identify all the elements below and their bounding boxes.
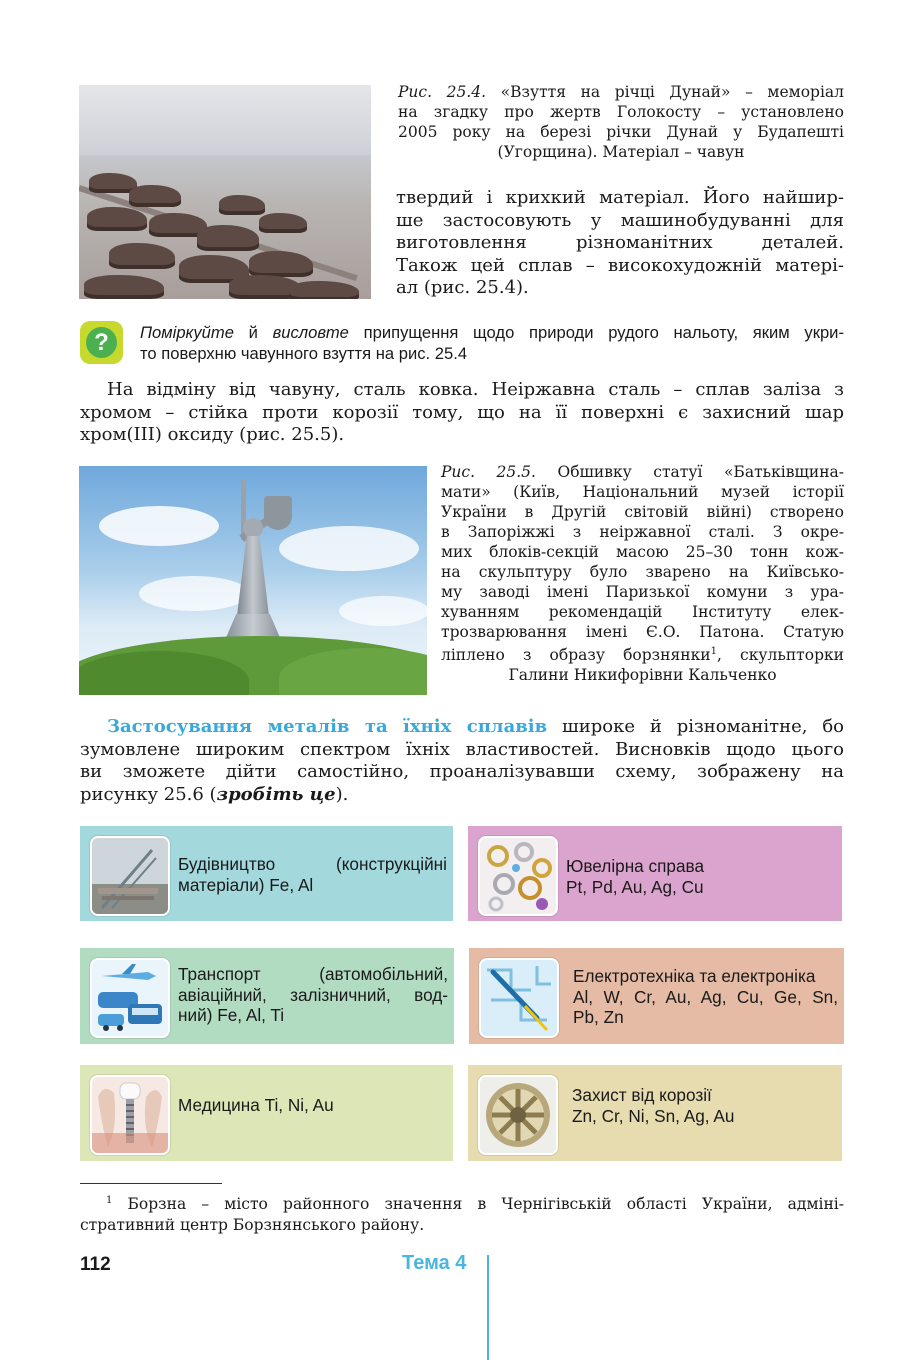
caption-line: (Угорщина). Матеріал – чавун — [497, 143, 745, 161]
tile-text: авіаційний, залізничний, вод- — [178, 984, 448, 1005]
crane-icon — [90, 836, 170, 916]
text-line: На відміну від чавуну, сталь ковка. Неіржавна сталь – сплав заліза з — [107, 379, 844, 400]
tile-text: ний) Fe, Al, Ti — [178, 1005, 285, 1025]
scheme-tile-electro — [469, 948, 844, 1044]
paragraph-applications — [80, 716, 844, 806]
caption-line: мати» (Київ, Національний музей історії — [441, 483, 844, 501]
think-text: то поверхню чавунного взуття на рис. 25.4 — [140, 344, 468, 363]
caption-line: на скульптуру було зварено на Київсько- — [441, 563, 844, 581]
caption-line: мих блоків-секцій масою 25–30 тонн кож- — [441, 543, 844, 561]
footnote — [80, 1191, 844, 1235]
emphasis-do-it: зробіть це — [216, 783, 336, 805]
text-line: ). — [335, 783, 349, 805]
caption-line: в Запоріжжі з неіржавної сталі. З окре- — [441, 523, 844, 541]
caption-line: України в Другій світовій війні) створено — [441, 503, 844, 521]
caption-line: Обшивку статуї «Батьківщина- — [557, 463, 844, 481]
tile-text: Транспорт (автомобільний, — [178, 964, 448, 984]
text-line: ше застосовують у машинобудуванні для — [396, 209, 844, 231]
think-task — [140, 322, 844, 364]
paragraph-cast-iron — [396, 187, 844, 300]
tile-text: Захист від корозії — [572, 1085, 712, 1105]
tile-text: Pb, Zn — [573, 1007, 624, 1027]
text-line: хромом – стійка проти корозії тому, що на її поверхні є захисний шар — [80, 401, 844, 423]
tile-text: Zn, Cr, Ni, Sn, Ag, Au — [572, 1105, 735, 1126]
text-line: ал (рис. 25.4). — [396, 277, 529, 298]
caption-line: «Взуття на річці Дунай» – меморіал — [500, 83, 844, 101]
tile-text: Al, W, Cr, Au, Ag, Cu, Ge, Sn, — [573, 986, 838, 1007]
scheme-tile-construction — [80, 826, 453, 921]
think-text: й — [233, 323, 273, 342]
wheel-rim-icon — [478, 1075, 558, 1155]
shoes-memorial-photo — [79, 85, 371, 299]
topic-divider — [487, 1255, 489, 1360]
caption-line: 2005 року на березі річки Дунай у Будапешті — [398, 123, 844, 141]
text-line: ви зможете дійти самостійно, проаналізувавши схему, зображену на — [80, 761, 844, 782]
caption-line: му заводі імені Паризької комуни з ура- — [441, 583, 844, 601]
text-line: твердий і крихкий матеріал. Його найшир- — [396, 187, 844, 208]
motherland-statue-photo — [79, 466, 427, 695]
tile-text: Будівництво (конструкційні — [178, 854, 447, 874]
footnote-divider — [80, 1183, 222, 1184]
think-em-express: висловте — [272, 323, 349, 342]
caption-line: хуванням рекомендацій Інституту елек- — [441, 603, 844, 621]
footnote-text: стративний центр Борзнянського району. — [80, 1215, 425, 1234]
footnote-text: Борзна – місто районного значення в Чернігівській області України, адміні- — [112, 1195, 844, 1214]
think-em-consider: Поміркуйте — [140, 323, 234, 342]
tile-text: матеріали) Fe, Al — [178, 874, 314, 895]
figure-25-5-caption — [441, 462, 844, 685]
caption-line: ліплено з образу борзнянки — [441, 646, 711, 665]
scheme-tile-transport — [80, 948, 454, 1044]
caption-line: трозварювання імені Є.О. Патона. Статую — [441, 623, 844, 641]
highlight-term: Застосування металів та їхніх сплавів — [107, 716, 548, 737]
think-text: припущення щодо природи рудого нальоту, яким укри- — [348, 323, 844, 342]
scheme-tile-medicine — [80, 1065, 453, 1161]
text-line: широке й різноманітне, бо — [547, 716, 844, 737]
tile-text: Медицина Ti, Ni, Au — [178, 1095, 334, 1115]
footnote-ref: 1 — [710, 646, 717, 657]
text-line: Також цей сплав – високохудожній матері- — [396, 254, 844, 276]
scheme-tile-jewelry — [468, 826, 842, 921]
figure-label: Рис. 25.4. — [398, 83, 487, 101]
caption-line: на згадку про жертв Голокосту – установлено — [398, 103, 844, 121]
figure-25-4-caption — [398, 82, 844, 162]
circuit-icon — [479, 958, 559, 1038]
text-line: зумовлене широким спектром їхніх властивостей. Висновків щодо цього — [80, 738, 844, 760]
question-mark-icon: ? — [80, 321, 123, 364]
figure-label: Рис. 25.5. — [441, 463, 536, 481]
tile-text: Ювелірна справа — [566, 856, 705, 876]
text-line: рисунку 25.6 ( — [80, 783, 217, 805]
paragraph-steel — [80, 379, 844, 447]
footnote-marker: 1 — [106, 1195, 113, 1206]
tooth-implant-icon — [90, 1075, 170, 1155]
scheme-tile-corrosion — [468, 1065, 842, 1161]
tile-text: Електротехніка та електроніка — [573, 966, 816, 986]
text-line: хром(III) оксиду (рис. 25.5). — [80, 424, 345, 445]
page-number: 112 — [80, 1254, 111, 1275]
tile-text: Pt, Pd, Au, Ag, Cu — [566, 876, 704, 897]
topic-label: Тема 4 — [402, 1252, 467, 1274]
caption-line: , скульпторки — [716, 646, 845, 665]
text-line: виготовлення різноманітних деталей. — [396, 232, 844, 253]
vehicles-icon — [90, 958, 170, 1038]
caption-line: Галини Никифорівни Кальченко — [508, 666, 777, 685]
rings-icon — [478, 836, 558, 916]
